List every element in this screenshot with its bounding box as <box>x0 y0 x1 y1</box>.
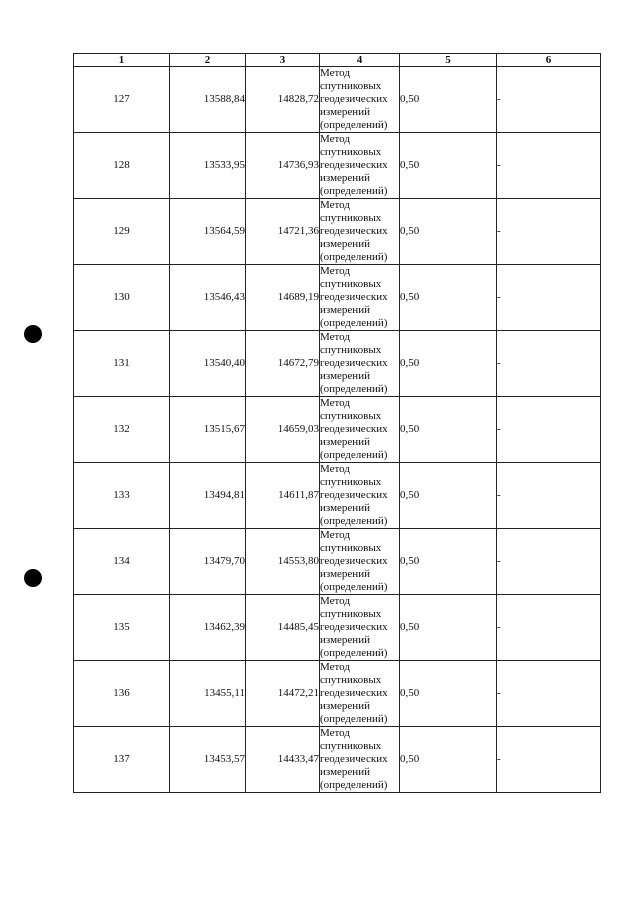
table-row <box>74 727 601 793</box>
method-line: (определений) <box>320 317 388 329</box>
method-line: геодезических <box>320 687 388 699</box>
method-line: измерений <box>320 238 370 250</box>
description-cell: - <box>497 727 601 793</box>
x-coordinate-cell: 13479,70 <box>170 529 246 595</box>
method-line: геодезических <box>320 753 388 765</box>
method-line: (определений) <box>320 449 388 461</box>
accuracy-cell: 0,50 <box>400 595 497 661</box>
point-number-cell: 135 <box>74 595 170 661</box>
method-line: измерений <box>320 502 370 514</box>
point-number-cell: 128 <box>74 133 170 199</box>
table-row <box>74 397 601 463</box>
method-line: (определений) <box>320 779 388 791</box>
accuracy-cell: 0,50 <box>400 67 497 133</box>
method-line: Метод <box>320 265 350 277</box>
point-number-cell: 134 <box>74 529 170 595</box>
x-coordinate-cell: 13494,81 <box>170 463 246 529</box>
method-cell <box>320 727 400 793</box>
method-line: спутниковых <box>320 674 382 686</box>
accuracy-cell: 0,50 <box>400 199 497 265</box>
method-cell <box>320 67 400 133</box>
method-cell <box>320 595 400 661</box>
y-coordinate-cell: 14828,72 <box>246 67 320 133</box>
method-line: Метод <box>320 199 350 211</box>
method-line: измерений <box>320 436 370 448</box>
method-line: измерений <box>320 370 370 382</box>
method-line: спутниковых <box>320 146 382 158</box>
accuracy-cell: 0,50 <box>400 397 497 463</box>
method-line: (определений) <box>320 185 388 197</box>
method-line: спутниковых <box>320 608 382 620</box>
accuracy-cell: 0,50 <box>400 331 497 397</box>
method-line: (определений) <box>320 383 388 395</box>
point-number-cell: 132 <box>74 397 170 463</box>
method-line: спутниковых <box>320 740 382 752</box>
method-cell <box>320 133 400 199</box>
accuracy-cell: 0,50 <box>400 133 497 199</box>
method-line: геодезических <box>320 225 388 237</box>
accuracy-cell: 0,50 <box>400 463 497 529</box>
method-line: геодезических <box>320 489 388 501</box>
y-coordinate-cell: 14553,80 <box>246 529 320 595</box>
method-line: Метод <box>320 133 350 145</box>
method-line: Метод <box>320 397 350 409</box>
y-coordinate-cell: 14721,36 <box>246 199 320 265</box>
method-line: геодезических <box>320 291 388 303</box>
header-cell: 3 <box>246 54 320 67</box>
method-line: спутниковых <box>320 278 382 290</box>
method-line: спутниковых <box>320 212 382 224</box>
point-number-cell: 133 <box>74 463 170 529</box>
description-cell: - <box>497 397 601 463</box>
header-cell: 6 <box>497 54 601 67</box>
accuracy-cell: 0,50 <box>400 661 497 727</box>
method-line: (определений) <box>320 119 388 131</box>
accuracy-cell: 0,50 <box>400 727 497 793</box>
header-cell: 4 <box>320 54 400 67</box>
table-row <box>74 199 601 265</box>
description-cell: - <box>497 463 601 529</box>
method-cell <box>320 529 400 595</box>
table-row <box>74 67 601 133</box>
y-coordinate-cell: 14672,79 <box>246 331 320 397</box>
method-line: спутниковых <box>320 344 382 356</box>
method-cell <box>320 331 400 397</box>
method-line: измерений <box>320 700 370 712</box>
header-cell: 1 <box>74 54 170 67</box>
description-cell: - <box>497 595 601 661</box>
method-line: измерений <box>320 634 370 646</box>
method-line: геодезических <box>320 357 388 369</box>
accuracy-cell: 0,50 <box>400 265 497 331</box>
method-line: Метод <box>320 727 350 739</box>
y-coordinate-cell: 14433,47 <box>246 727 320 793</box>
x-coordinate-cell: 13540,40 <box>170 331 246 397</box>
punch-hole-bottom <box>24 569 42 587</box>
method-line: измерений <box>320 304 370 316</box>
point-number-cell: 137 <box>74 727 170 793</box>
point-number-cell: 131 <box>74 331 170 397</box>
point-number-cell: 129 <box>74 199 170 265</box>
point-number-cell: 136 <box>74 661 170 727</box>
method-line: (определений) <box>320 713 388 725</box>
x-coordinate-cell: 13455,11 <box>170 661 246 727</box>
method-line: Метод <box>320 463 350 475</box>
method-line: Метод <box>320 331 350 343</box>
table-row <box>74 661 601 727</box>
method-line: Метод <box>320 595 350 607</box>
description-cell: - <box>497 199 601 265</box>
method-line: спутниковых <box>320 80 382 92</box>
method-line: геодезических <box>320 159 388 171</box>
method-cell <box>320 397 400 463</box>
table-row <box>74 595 601 661</box>
y-coordinate-cell: 14472,21 <box>246 661 320 727</box>
description-cell: - <box>497 529 601 595</box>
method-line: спутниковых <box>320 410 382 422</box>
method-line: (определений) <box>320 647 388 659</box>
method-line: геодезических <box>320 423 388 435</box>
method-cell <box>320 265 400 331</box>
method-cell <box>320 199 400 265</box>
table-row <box>74 463 601 529</box>
header-cell: 2 <box>170 54 246 67</box>
method-cell <box>320 463 400 529</box>
method-line: измерений <box>320 766 370 778</box>
method-line: спутниковых <box>320 542 382 554</box>
point-number-cell: 130 <box>74 265 170 331</box>
method-line: Метод <box>320 661 350 673</box>
y-coordinate-cell: 14611,87 <box>246 463 320 529</box>
table-row <box>74 265 601 331</box>
method-line: Метод <box>320 529 350 541</box>
method-line: спутниковых <box>320 476 382 488</box>
method-line: измерений <box>320 568 370 580</box>
y-coordinate-cell: 14485,45 <box>246 595 320 661</box>
description-cell: - <box>497 133 601 199</box>
x-coordinate-cell: 13462,39 <box>170 595 246 661</box>
description-cell: - <box>497 661 601 727</box>
y-coordinate-cell: 14659,03 <box>246 397 320 463</box>
table-row <box>74 529 601 595</box>
method-line: геодезических <box>320 93 388 105</box>
description-cell: - <box>497 67 601 133</box>
point-number-cell: 127 <box>74 67 170 133</box>
description-cell: - <box>497 331 601 397</box>
description-cell: - <box>497 265 601 331</box>
punch-hole-top <box>24 325 42 343</box>
table-row <box>74 331 601 397</box>
method-line: измерений <box>320 106 370 118</box>
x-coordinate-cell: 13453,57 <box>170 727 246 793</box>
coordinates-table <box>73 53 601 793</box>
method-cell <box>320 661 400 727</box>
x-coordinate-cell: 13564,59 <box>170 199 246 265</box>
method-line: (определений) <box>320 515 388 527</box>
header-cell: 5 <box>400 54 497 67</box>
y-coordinate-cell: 14736,93 <box>246 133 320 199</box>
x-coordinate-cell: 13588,84 <box>170 67 246 133</box>
method-line: (определений) <box>320 581 388 593</box>
header-row <box>74 54 601 67</box>
method-line: (определений) <box>320 251 388 263</box>
table-row <box>74 133 601 199</box>
x-coordinate-cell: 13546,43 <box>170 265 246 331</box>
method-line: геодезических <box>320 621 388 633</box>
method-line: Метод <box>320 67 350 79</box>
method-line: измерений <box>320 172 370 184</box>
x-coordinate-cell: 13533,95 <box>170 133 246 199</box>
accuracy-cell: 0,50 <box>400 529 497 595</box>
method-line: геодезических <box>320 555 388 567</box>
y-coordinate-cell: 14689,19 <box>246 265 320 331</box>
x-coordinate-cell: 13515,67 <box>170 397 246 463</box>
